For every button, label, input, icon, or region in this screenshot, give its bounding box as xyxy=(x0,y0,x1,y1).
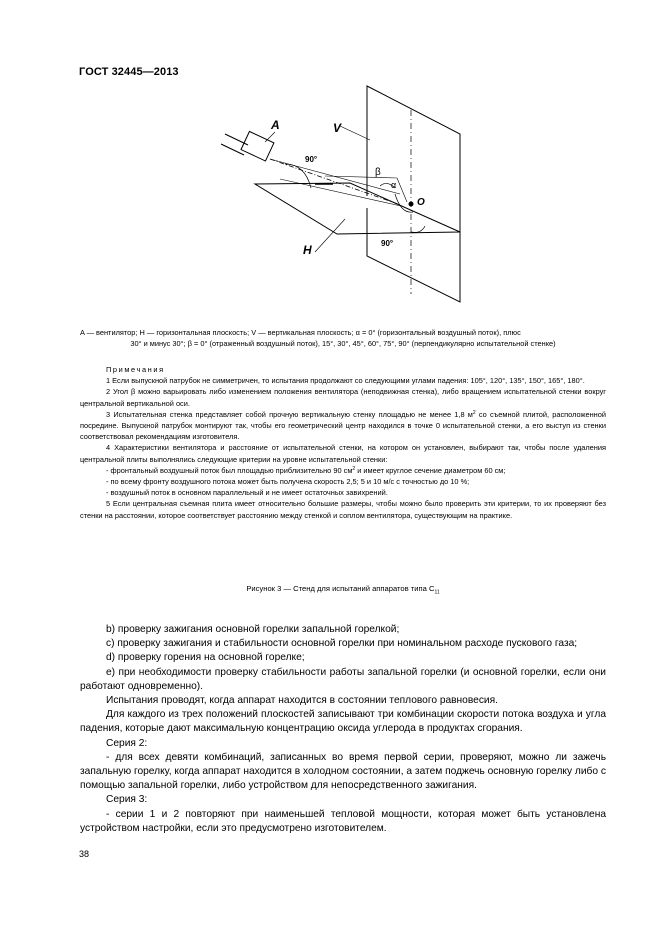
note-4-item-2: - по всему фронту воздушного потока может быть получена скорость 2,5; 5 и 10 м/с с точностью до 10 %; xyxy=(106,477,470,487)
paragraph-combinations: Для каждого из трех положений плоскостей записывают три комбинации скорости потока воздуха и угла падения, которые дают максимальную концентрацию оксида углерода в продуктах сгорания. xyxy=(80,709,606,735)
series-2-heading: Серия 2: xyxy=(106,737,148,749)
note-4: 4 Характеристики вентилятора и расстояние от испытательной стенки, на котором он установлен, выбирают так, чтобы после удаления центральной плиты выполнялись следующие критерии на уровне испытательной стенки: xyxy=(80,443,606,464)
page-header: ГОСТ 32445—2013 xyxy=(79,66,179,78)
label-alpha: α xyxy=(391,180,397,190)
series-3-heading: Серия 3: xyxy=(106,794,148,806)
note-4-item-1: - фронтальный воздушный поток был площадью приблизительно 90 $см^2$ и имеет круглое сечение диаметром 60 см; xyxy=(106,465,506,475)
paragraph-equilibrium: Испытания проводят, когда аппарат находится в состоянии теплового равновесия. xyxy=(106,695,498,707)
label-origin: O xyxy=(417,197,425,208)
item-d: d) проверку горения на основной горелке; xyxy=(106,652,305,664)
figure-legend-line2: 30° и минус 30°; β = 0° (отраженный воздушный поток), 15°, 30°, 45°, 60°, 75°, 90° (перпендикулярно испытательной стенке) xyxy=(130,339,556,348)
note-3: 3 Испытательная стенка представляет собой прочную вертикальную стенку площадью не менее 1,8 $м^2$ со съемной плитой, расположенной посредине. Выпускной патрубок монтируют так, чтобы его геометрический центр находился в точке 0 испытательной стенки, а его выступ из стенки соответствовал рекомендациям изготовителя. xyxy=(80,409,606,442)
note-5: 5 Если центральная съемная плита имеет относительно большие размеры, чтобы можно было проверить эти критерии, то их проверяют без стенки на расстоянии, которое соответствует расстоянию между стенкой и соплом вентилятора, существующим на практике. xyxy=(80,499,606,520)
origin-point xyxy=(409,202,413,206)
figure-title: Рисунок 3 — Стенд для испытаний аппаратов типа $C_{11}$ xyxy=(246,584,440,596)
main-text xyxy=(80,623,606,836)
label-fan: A xyxy=(271,118,280,132)
test-stand-figure xyxy=(215,84,475,316)
notes-title: Примечания xyxy=(106,365,165,374)
note-1: 1 Если выпускной патрубок не симметричен, то испытания продолжают со следующими углами падения: 105°, 120°, 135°, 150°, 165°, 180°. xyxy=(106,376,585,386)
figure-legend xyxy=(80,327,606,349)
label-angle-90-bottom: 90° xyxy=(381,239,394,248)
note-2: 2 Угол β можно варьировать либо изменением положения вентилятора (неподвижная стенка), либо вращением испытательной стенки вокруг центральной вертикальной оси. xyxy=(80,387,606,408)
vertical-plane xyxy=(367,86,460,302)
notes-section xyxy=(80,364,606,521)
series-3-text: - серии 1 и 2 повторяют при наименьшей тепловой мощности, которая может быть установлена устройством настройки, если это предусмотрено изготовителем. xyxy=(80,808,606,834)
item-c: c) проверку зажигания и стабильности основной горелки при номинальном расходе пускового газа; xyxy=(106,638,578,650)
label-angle-90-top: 90° xyxy=(305,155,318,164)
label-vertical-plane: V xyxy=(333,121,342,135)
label-beta: β xyxy=(375,167,381,178)
page-number: 38 xyxy=(79,849,90,859)
figure-legend-line1: A — вентилятор; H — горизонтальная плоскость; V — вертикальная плоскость; α = 0° (горизонтальный воздушный поток), плюс xyxy=(80,328,521,337)
item-b: b) проверку зажигания основной горелки запальной горелкой; xyxy=(106,624,400,635)
series-2-text: - для всех девяти комбинаций, записанных во время первой серии, проверяют, можно ли зажечь запальную горелку, когда аппарат находится в холодном состоянии, а затем поджечь основную горелку либо с помощью запальной горелки, либо устройством для непосредственного зажигания. xyxy=(80,751,606,792)
label-horizontal-plane: H xyxy=(303,243,312,257)
item-e: e) при необходимости проверку стабильности работы запальной горелки (и основной горелки, если они работают одновременно). xyxy=(80,666,606,692)
note-4-item-3: - воздушный поток в основном параллельный и не имеет остаточных завихрений. xyxy=(106,488,388,498)
fan xyxy=(221,131,274,161)
